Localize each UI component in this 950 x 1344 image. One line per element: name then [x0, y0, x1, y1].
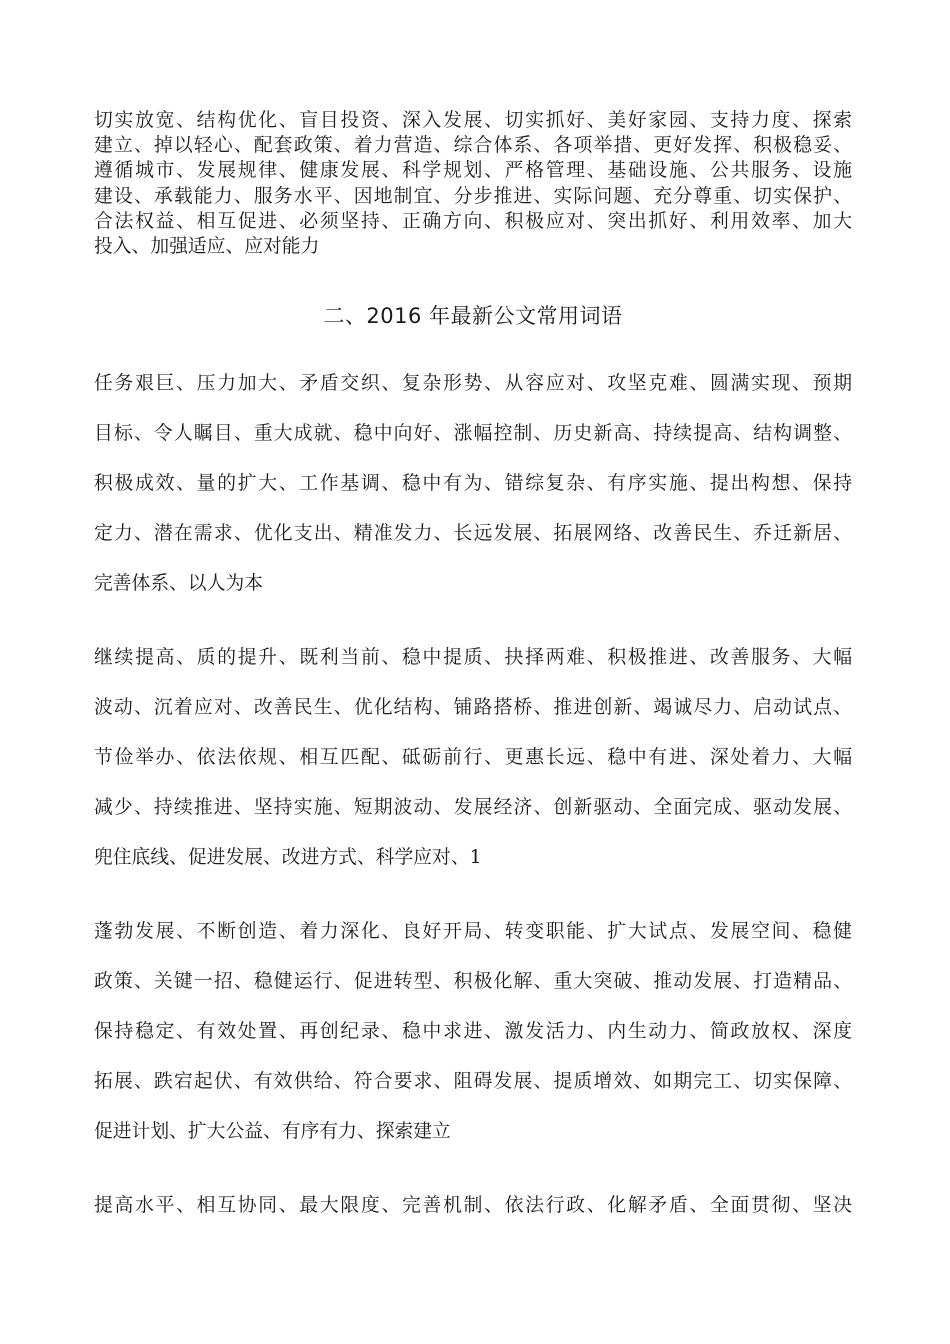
text-line: 任务艰巨、压力加大、矛盾交织、复杂形势、从容应对、攻坚克难、圆满实现、预期: [94, 373, 852, 395]
text-line: 保持稳定、有效处置、再创纪录、稳中求进、激发活力、内生动力、简政放权、深度: [94, 1021, 852, 1043]
text-line: 拓展、跌宕起伏、有效供给、符合要求、阻碍发展、提质增效、如期完工、切实保障、: [94, 1071, 852, 1093]
text-line: 促进计划、扩大公益、有序有力、探索建立: [94, 1121, 451, 1143]
text-line: 定力、潜在需求、优化支出、精准发力、长远发展、拓展网络、改善民生、乔迁新居、: [94, 523, 852, 545]
paragraph-3: [94, 907, 852, 1157]
text-line: 政策、关键一招、稳健运行、促进转型、积极化解、重大突破、推动发展、打造精品、: [94, 971, 852, 993]
text-line: 积极成效、量的扩大、工作基调、稳中有为、错综复杂、有序实施、提出构想、保持: [94, 473, 852, 495]
text-line: 兜住底线、促进发展、改进方式、科学应对、1: [94, 847, 482, 869]
text-line: 继续提高、质的提升、既利当前、稳中提质、抉择两难、积极推进、改善服务、大幅: [94, 647, 852, 669]
text-line: 提高水平、相互协同、最大限度、完善机制、依法行政、化解矛盾、全面贯彻、坚决: [94, 1195, 852, 1217]
text-line: 完善体系、以人为本: [94, 573, 264, 595]
text-line: 波动、沉着应对、改善民生、优化结构、铺路搭桥、推进创新、竭诚尽力、启动试点、: [94, 697, 852, 719]
text-line: 投入、加强适应、应对能力: [94, 235, 320, 257]
text-line: 遵循城市、发展规律、健康发展、科学规划、严格管理、基础设施、公共服务、设施: [94, 160, 852, 182]
text-line: 蓬勃发展、不断创造、着力深化、良好开局、转变职能、扩大试点、发展空间、稳健: [94, 921, 852, 943]
text-line: 建立、掉以轻心、配套政策、着力营造、综合体系、各项举措、更好发挥、积极稳妥、: [94, 135, 852, 157]
document-page: [94, 108, 852, 1231]
text-line: 目标、令人瞩目、重大成就、稳中向好、涨幅控制、历史新高、持续提高、结构调整、: [94, 423, 852, 445]
section-title: 二、2016 年最新公文常用词语: [323, 304, 623, 329]
paragraph-2: [94, 633, 852, 883]
intro-paragraph: [94, 108, 852, 259]
text-line: 切实放宽、结构优化、盲目投资、深入发展、切实抓好、美好家园、支持力度、探索: [94, 110, 852, 131]
paragraph-1: [94, 359, 852, 609]
text-line: 合法权益、相互促进、必须坚持、正确方向、积极应对、突出抓好、利用效率、加大: [94, 210, 852, 232]
paragraph-4: [94, 1181, 852, 1231]
text-line: 节俭举办、依法依规、相互匹配、砥砺前行、更惠长远、稳中有进、深处着力、大幅: [94, 747, 852, 769]
text-line: 建设、承载能力、服务水平、因地制宜、分步推进、实际问题、充分尊重、切实保护、: [94, 185, 852, 207]
text-line: 减少、持续推进、坚持实施、短期波动、发展经济、创新驱动、全面完成、驱动发展、: [94, 797, 852, 819]
